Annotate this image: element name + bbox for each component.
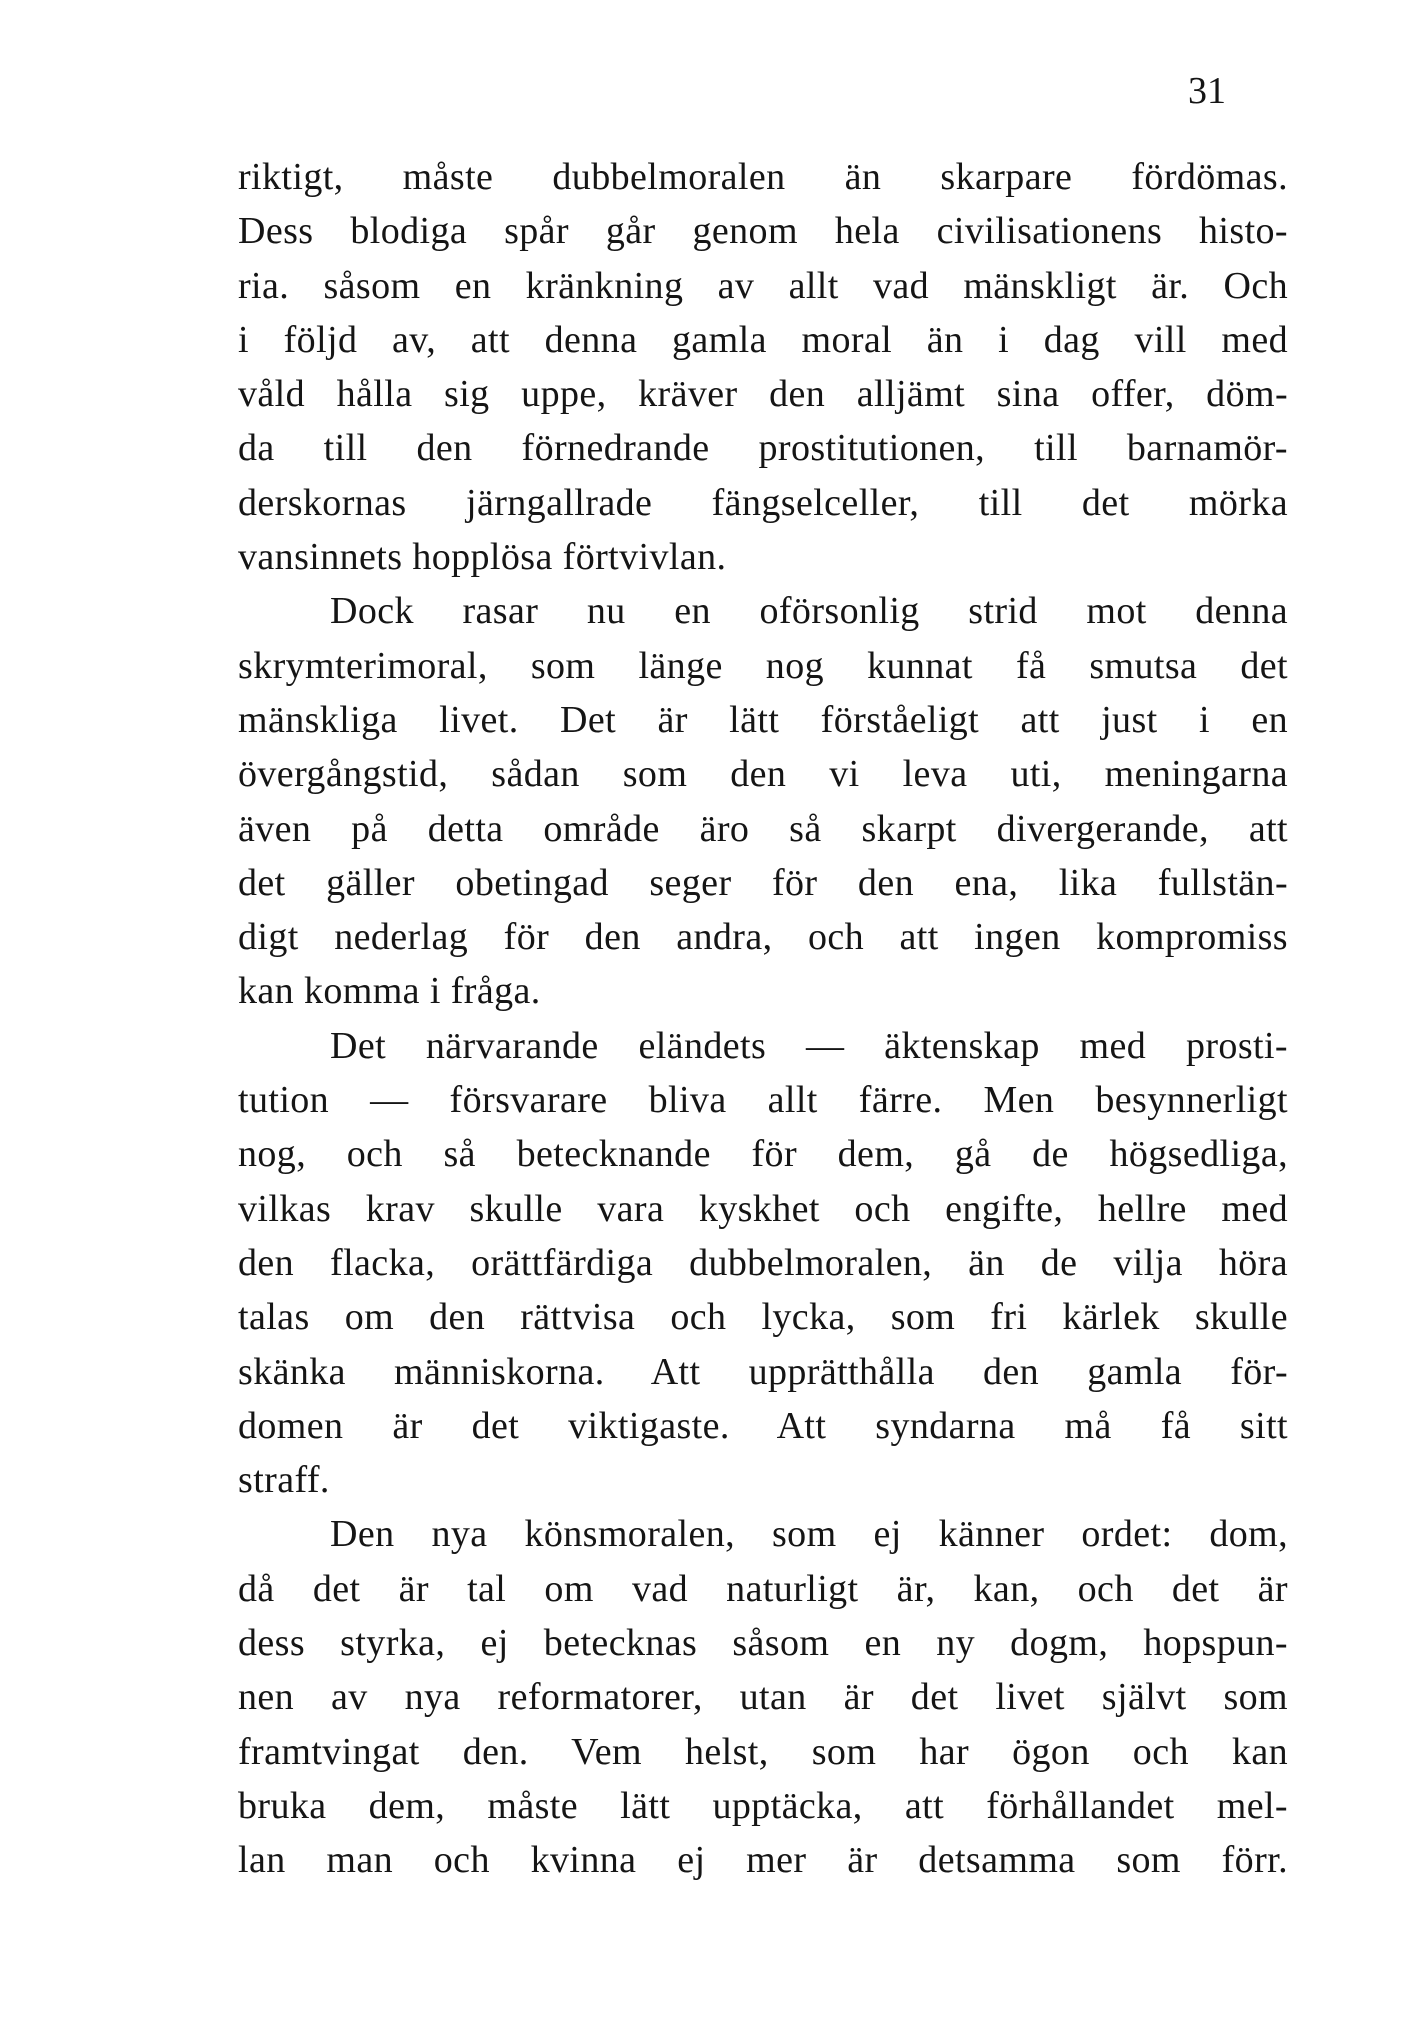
text-line: riktigt, måste dubbelmoralen än skarpare fördömas. — [238, 156, 1288, 198]
text-line: vilkas krav skulle vara kyskhet och engifte, hellre med — [238, 1187, 1288, 1230]
text-line: straff. — [238, 1459, 330, 1502]
text-line: da till den förnedrande prostitutionen, till barnamör- — [238, 427, 1288, 470]
text-line: kan komma i fråga. — [238, 970, 541, 1013]
text-line: tution — försvarare bliva allt färre. Men besynnerligt — [238, 1079, 1288, 1122]
text-line: Den nya könsmoralen, som ej känner ordet: dom, — [330, 1513, 1288, 1556]
text-line: övergångstid, sådan som den vi leva uti, meningarna — [238, 753, 1288, 796]
text-line: i följd av, att denna gamla moral än i dag vill med — [238, 318, 1288, 361]
text-line: nen av nya reformatorer, utan är det livet självt som — [238, 1676, 1288, 1719]
paragraph-2 — [238, 584, 1288, 1018]
text-line: domen är det viktigaste. Att syndarna må få sitt — [238, 1404, 1288, 1447]
text-line: talas om den rättvisa och lycka, som fri kärlek skulle — [238, 1296, 1288, 1339]
paragraph-4 — [238, 1507, 1288, 1887]
text-line: Dock rasar nu en oförsonlig strid mot denna — [330, 590, 1288, 633]
paragraph-1 — [238, 150, 1288, 584]
text-line: skrymterimoral, som länge nog kunnat få smutsa det — [238, 644, 1288, 687]
text-line: skänka människorna. Att upprätthålla den gamla för- — [238, 1350, 1288, 1393]
text-line: dess styrka, ej betecknas såsom en ny dogm, hopspun- — [238, 1622, 1288, 1665]
body-text — [238, 150, 1288, 1888]
text-line: Det närvarande eländets — äktenskap med prosti- — [330, 1024, 1288, 1067]
text-line: bruka dem, måste lätt upptäcka, att förhållandet mel- — [238, 1784, 1288, 1827]
text-line: derskornas järngallrade fängselceller, till det mörka — [238, 481, 1288, 524]
text-line: vansinnets hopplösa förtvivlan. — [238, 536, 727, 579]
text-line: mänskliga livet. Det är lätt förståeligt att just i en — [238, 698, 1288, 741]
text-line: det gäller obetingad seger för den ena, lika fullstän- — [238, 861, 1288, 904]
text-line: även på detta område äro så skarpt divergerande, att — [238, 807, 1288, 850]
text-line: digt nederlag för den andra, och att ingen kompromiss — [238, 916, 1288, 959]
text-line: den flacka, orättfärdiga dubbelmoralen, än de vilja höra — [238, 1241, 1288, 1284]
text-line: då det är tal om vad naturligt är, kan, och det är — [238, 1567, 1288, 1610]
paragraph-3 — [238, 1019, 1288, 1508]
text-line: nog, och så betecknande för dem, gå de högsedliga, — [238, 1133, 1288, 1176]
text-line: lan man och kvinna ej mer är detsamma som förr. — [238, 1839, 1288, 1882]
text-line: Dess blodiga spår går genom hela civilisationens histo- — [238, 210, 1288, 253]
text-line: framtvingat den. Vem helst, som har ögon och kan — [238, 1730, 1288, 1773]
page-number: 31 — [1188, 70, 1226, 112]
text-line: ria. såsom en kränkning av allt vad mänskligt är. Och — [238, 264, 1288, 307]
text-line: våld hålla sig uppe, kräver den alljämt sina offer, döm- — [238, 373, 1288, 416]
